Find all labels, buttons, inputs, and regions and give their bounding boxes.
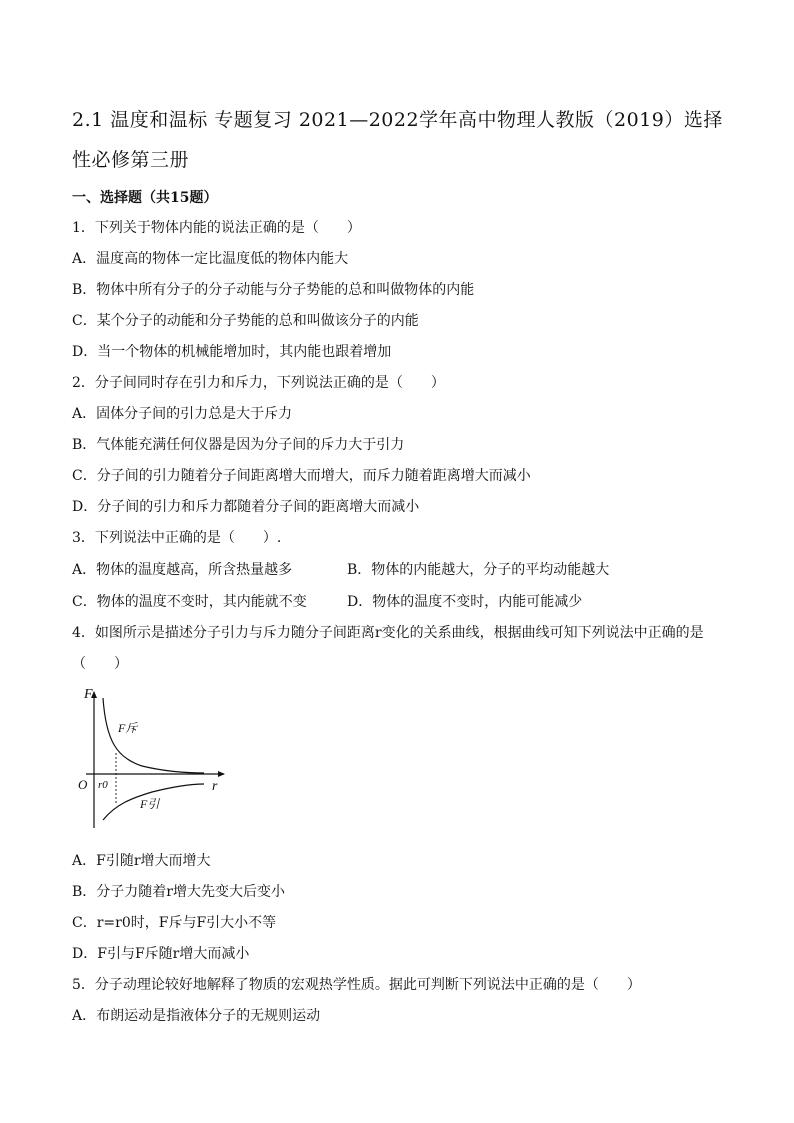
q1-option-b: B．物体中所有分子的分子动能与分子势能的总和叫做物体的内能 [72, 282, 475, 298]
repulsive-force-label: F斥 [118, 721, 138, 735]
q5-stem: 5．分子动理论较好地解释了物质的宏观热学性质。据此可判断下列说法中正确的是（ ） [72, 977, 641, 993]
section-heading: 一、选择题（共15题） [72, 190, 218, 206]
q3-option-b: B．物体的内能越大，分子的平均动能越大 [347, 562, 610, 578]
q1-option-c: C．某个分子的动能和分子势能的总和叫做该分子的内能 [72, 313, 419, 329]
q4-option-d: D．F引与F斥随r增大而减小 [72, 946, 250, 962]
origin-label: O [78, 777, 88, 792]
force-distance-graph [72, 686, 232, 834]
q2-stem: 2．分子间同时存在引力和斥力，下列说法正确的是（ ） [72, 375, 445, 391]
q4-stem: 4．如图所示是描述分子引力与斥力随分子间距离r变化的关系曲线，根据曲线可知下列说法中正确的是 [72, 625, 704, 641]
axis-x-label: r [212, 779, 218, 794]
r0-label: r0 [98, 779, 108, 791]
force-curve-svg [72, 686, 232, 834]
axis-y-label: F [84, 687, 93, 702]
q2-option-a: A．固体分子间的引力总是大于斥力 [72, 406, 293, 422]
document-title: 2.1 温度和温标 专题复习 2021—2022学年高中物理人教版（2019）选择性必修第三册 [72, 109, 723, 171]
q2-option-b: B．气体能充满任何仪器是因为分子间的斥力大于引力 [72, 437, 405, 453]
q3-option-d: D．物体的温度不变时，内能可能减少 [347, 594, 583, 610]
attractive-force-label: F引 [140, 797, 160, 811]
q1-stem: 1．下列关于物体内能的说法正确的是（ ） [72, 220, 361, 236]
q1-option-a: A．温度高的物体一定比温度低的物体内能大 [72, 251, 349, 267]
q4-option-a: A．F引随r增大而增大 [72, 853, 211, 869]
q2-option-c: C．分子间的引力随着分子间距离增大而增大，而斥力随着距离增大而减小 [72, 468, 531, 484]
q3-option-a: A．物体的温度越高，所含热量越多 [72, 562, 293, 578]
q3-stem: 3．下列说法中正确的是（ ）. [72, 530, 282, 546]
q4-option-c: C．r=r0时，F斥与F引大小不等 [72, 915, 277, 931]
q3-option-c: C．物体的温度不变时，其内能就不变 [72, 594, 307, 610]
repulsive-force-curve [103, 698, 204, 773]
q5-option-a: A．布朗运动是指液体分子的无规则运动 [72, 1008, 321, 1024]
q4-option-b: B．分子力随着r增大先变大后变小 [72, 884, 285, 900]
q2-option-d: D．分子间的引力和斥力都随着分子间的距离增大而减小 [72, 499, 420, 515]
q4-paren: （ ） [72, 656, 128, 672]
q1-option-d: D．当一个物体的机械能增加时，其内能也跟着增加 [72, 344, 392, 360]
